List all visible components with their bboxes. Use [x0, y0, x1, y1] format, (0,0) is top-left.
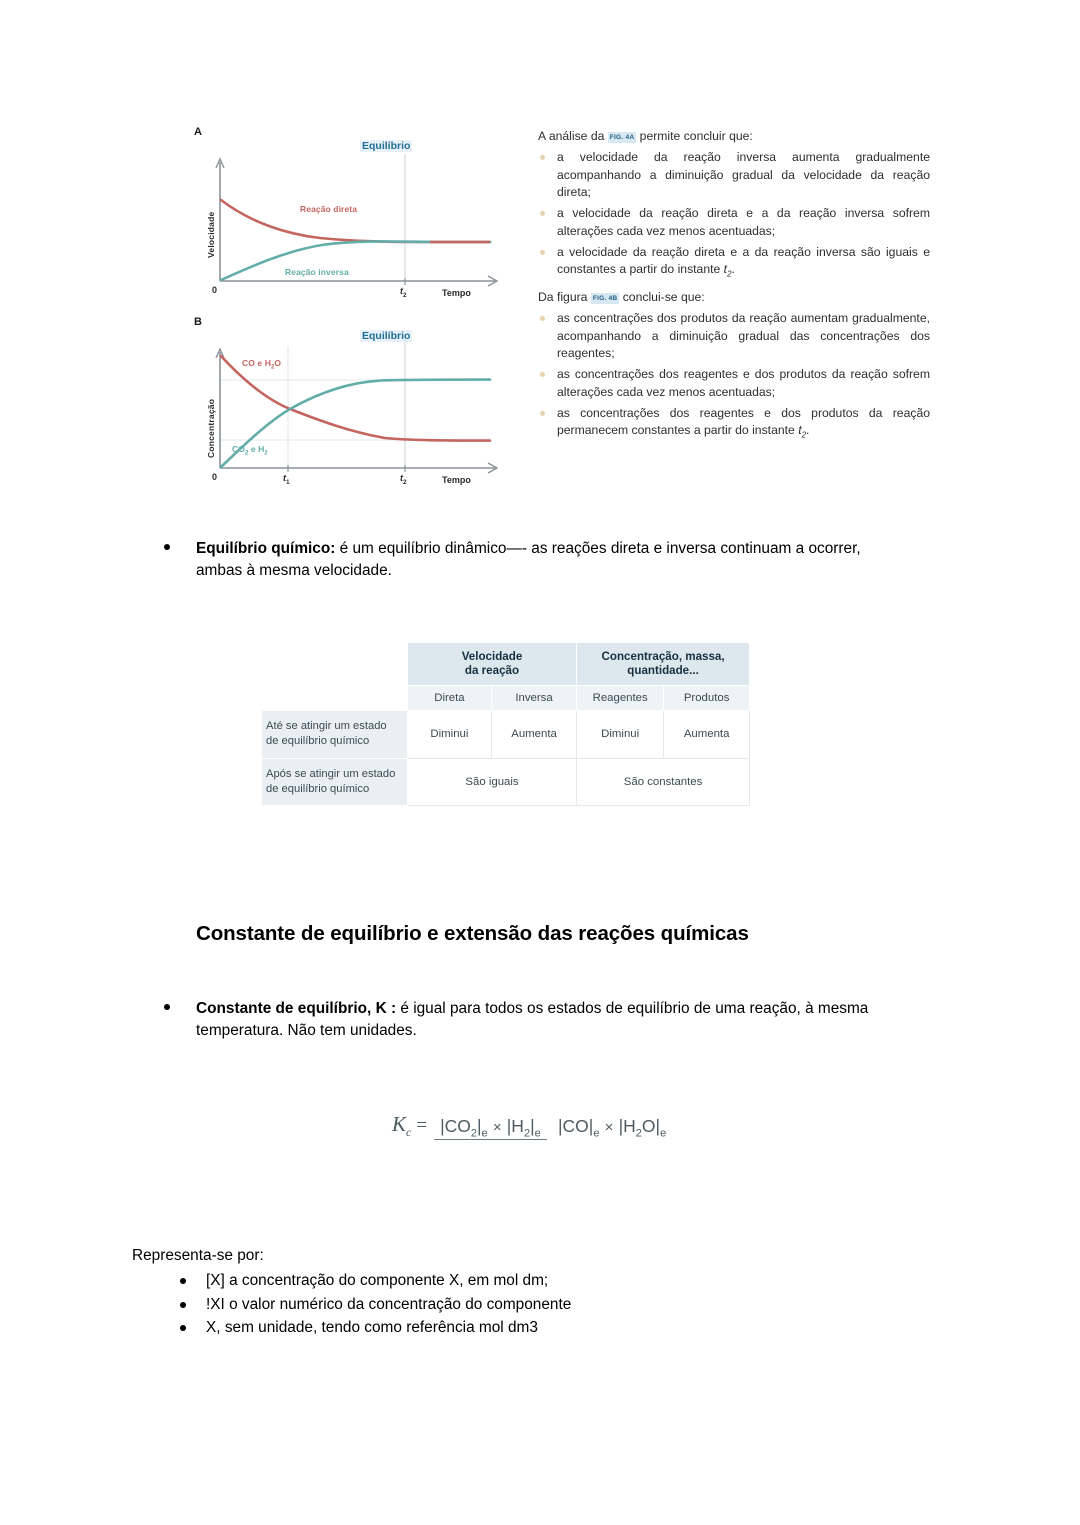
- chart-a-letter: A: [194, 126, 203, 138]
- representa-se-block: [132, 1245, 872, 1340]
- chart-a-plot: [190, 126, 520, 304]
- list-item: as concentrações dos reagentes e dos produtos da reação permanecem constantes a partir do instante $t_2$.: [538, 405, 930, 441]
- bullet-constante-equilibrio: [164, 998, 924, 1043]
- page-title: Constante de equilíbrio e extensão das reações químicas: [196, 922, 749, 945]
- group-header-line2: quantidade...: [627, 664, 699, 678]
- table-row: [262, 711, 750, 758]
- bullet-dot-icon: [164, 544, 170, 550]
- list-item: !XI o valor numérico da concentração do componente: [180, 1293, 872, 1316]
- table-corner-blank-2: [262, 686, 407, 711]
- table-cell: Aumenta: [491, 711, 576, 758]
- notes-lead-a: [538, 128, 930, 145]
- table-sub-header-direta: Direta: [407, 686, 491, 711]
- chart-b-tick-label-t1: $t_1$: [283, 473, 290, 486]
- list-item: [X] a concentração do componente X, em mol dm;: [180, 1269, 872, 1292]
- row-header-line1: Até se atingir um estado: [266, 720, 387, 733]
- bullet-equilibrio-quimico: [164, 538, 904, 583]
- notes-lead-a-before: A análise da: [538, 129, 608, 143]
- chart-a-x-axis-title: Tempo: [442, 288, 471, 298]
- chart-b-origin-label: 0: [212, 472, 218, 482]
- chart-velocidade-tempo: [190, 126, 520, 304]
- notes-lead-b-before: Da figura: [538, 290, 591, 305]
- table-row-header-ate: [262, 711, 407, 758]
- fig-4b-ref-badge: FIG. 4B: [591, 293, 619, 304]
- notes-lead-a-after: permite concluir que:: [636, 129, 753, 143]
- figure-notes-column: [538, 126, 930, 494]
- bullet-equilibrio-text: é um equilíbrio dinâmico—- as reações direta e inversa continuam a ocorrer, ambas à mesma velocidade.: [196, 540, 861, 580]
- chart-a-label-direta: Reação direta: [300, 204, 358, 214]
- table-cell-merged-sao-iguais: São iguais: [407, 758, 576, 805]
- table-sub-header-reagentes: Reagentes: [577, 686, 664, 711]
- table-cell: Aumenta: [664, 711, 750, 758]
- table-cell: Diminui: [407, 711, 491, 758]
- chart-a-curve-inversa: [221, 241, 490, 280]
- table-sub-header-inversa: Inversa: [491, 686, 576, 711]
- list-item: as concentrações dos produtos da reação aumentam gradualmente, acompanhando a diminuição gradual das concentrações dos reagentes;: [538, 310, 930, 362]
- bullet-dot-icon: [164, 1004, 170, 1010]
- bullet-constante-term: Constante de equilíbrio, K :: [196, 1000, 397, 1017]
- table-group-header-concentracao: [577, 643, 750, 686]
- charts-column: [190, 126, 520, 494]
- group-header-line2: da reação: [464, 664, 520, 678]
- group-header-line1: Concentração, massa,: [601, 650, 725, 663]
- chart-b-label-reagentes: CO e $H_2O$: [242, 358, 282, 371]
- notes-list-b: [538, 310, 930, 441]
- notes-list-a: [538, 149, 930, 280]
- row-header-line1: Após se atingir um estado: [266, 767, 396, 780]
- row-header-line2: de equilíbrio químico: [266, 782, 370, 795]
- list-item: as concentrações dos reagentes e dos produtos da reação sofrem alterações cada vez menos acentuadas;: [538, 366, 930, 401]
- bullet-equilibrio-term: Equilíbrio químico:: [196, 540, 336, 557]
- table-row-header-apos: [262, 758, 407, 805]
- table-cell-merged-sao-constantes: São constantes: [577, 758, 750, 805]
- row-header-line2: de equilíbrio químico: [266, 735, 370, 748]
- notes-lead-b: [538, 289, 930, 306]
- chart-b-label-produtos: $CO_2$ e $H_2$: [232, 444, 268, 457]
- equilibrium-summary-table: [262, 642, 750, 806]
- kc-formula: [392, 1112, 672, 1140]
- bullet-constante-text: é igual para todos os estados de equilíbrio de uma reação, à mesma temperatura. Não tem unidades.: [196, 1000, 869, 1040]
- kc-fraction: [434, 1113, 672, 1140]
- equals-sign: =: [416, 1115, 428, 1137]
- fig-4a-ref-badge: FIG. 4A: [608, 132, 636, 143]
- table-row-group-headers: [262, 643, 750, 686]
- chart-b-y-axis-title: Concentração: [206, 398, 216, 458]
- kc-denominator: $|CO|_e \times |H_2O|_e$: [558, 1115, 667, 1140]
- chart-b-plot: [190, 316, 520, 494]
- chart-b-tick-label-t2: $t_2$: [400, 473, 407, 486]
- figure-block: [190, 126, 930, 494]
- notes-lead-b-after: conclui-se que:: [619, 290, 705, 305]
- chart-a-label-inversa: Reação inversa: [285, 267, 349, 277]
- chart-b-x-axis-title: Tempo: [442, 475, 471, 485]
- table-sub-header-produtos: Produtos: [664, 686, 750, 711]
- table-row: [262, 758, 750, 805]
- chart-concentracao-tempo: [190, 316, 520, 494]
- chart-a-tick-label-t2: $t_2$: [400, 286, 407, 299]
- footer-list: [132, 1269, 872, 1339]
- footer-lead: Representa-se por:: [132, 1247, 264, 1264]
- table-cell: Diminui: [577, 711, 664, 758]
- list-item: X, sem unidade, tendo como referência mol dm3: [180, 1316, 872, 1339]
- table-group-header-velocidade: [407, 643, 576, 686]
- kc-symbol: $K_c$: [392, 1112, 412, 1140]
- chart-a-equilibrium-label: Equilíbrio: [362, 140, 411, 152]
- chart-a-origin-label: 0: [212, 285, 218, 295]
- chart-b-equilibrium-label: Equilíbrio: [362, 330, 411, 342]
- list-item: a velocidade da reação direta e a da reação inversa sofrem alterações cada vez menos acentuadas;: [538, 205, 930, 240]
- chart-a-y-axis-title: Velocidade: [206, 211, 216, 258]
- list-item: a velocidade da reação inversa aumenta gradualmente acompanhando a diminuição gradual da velocidade da reação direta;: [538, 149, 930, 201]
- group-header-line1: Velocidade: [461, 650, 523, 663]
- chart-b-letter: B: [194, 316, 203, 328]
- table-corner-blank: [262, 643, 407, 686]
- kc-numerator: $|CO_2|_e \times |H_2|_e$: [434, 1116, 547, 1140]
- list-item: a velocidade da reação direta e a da reação inversa são iguais e constantes a partir do instante $t_2$.: [538, 244, 930, 280]
- table-row-sub-headers: [262, 686, 750, 711]
